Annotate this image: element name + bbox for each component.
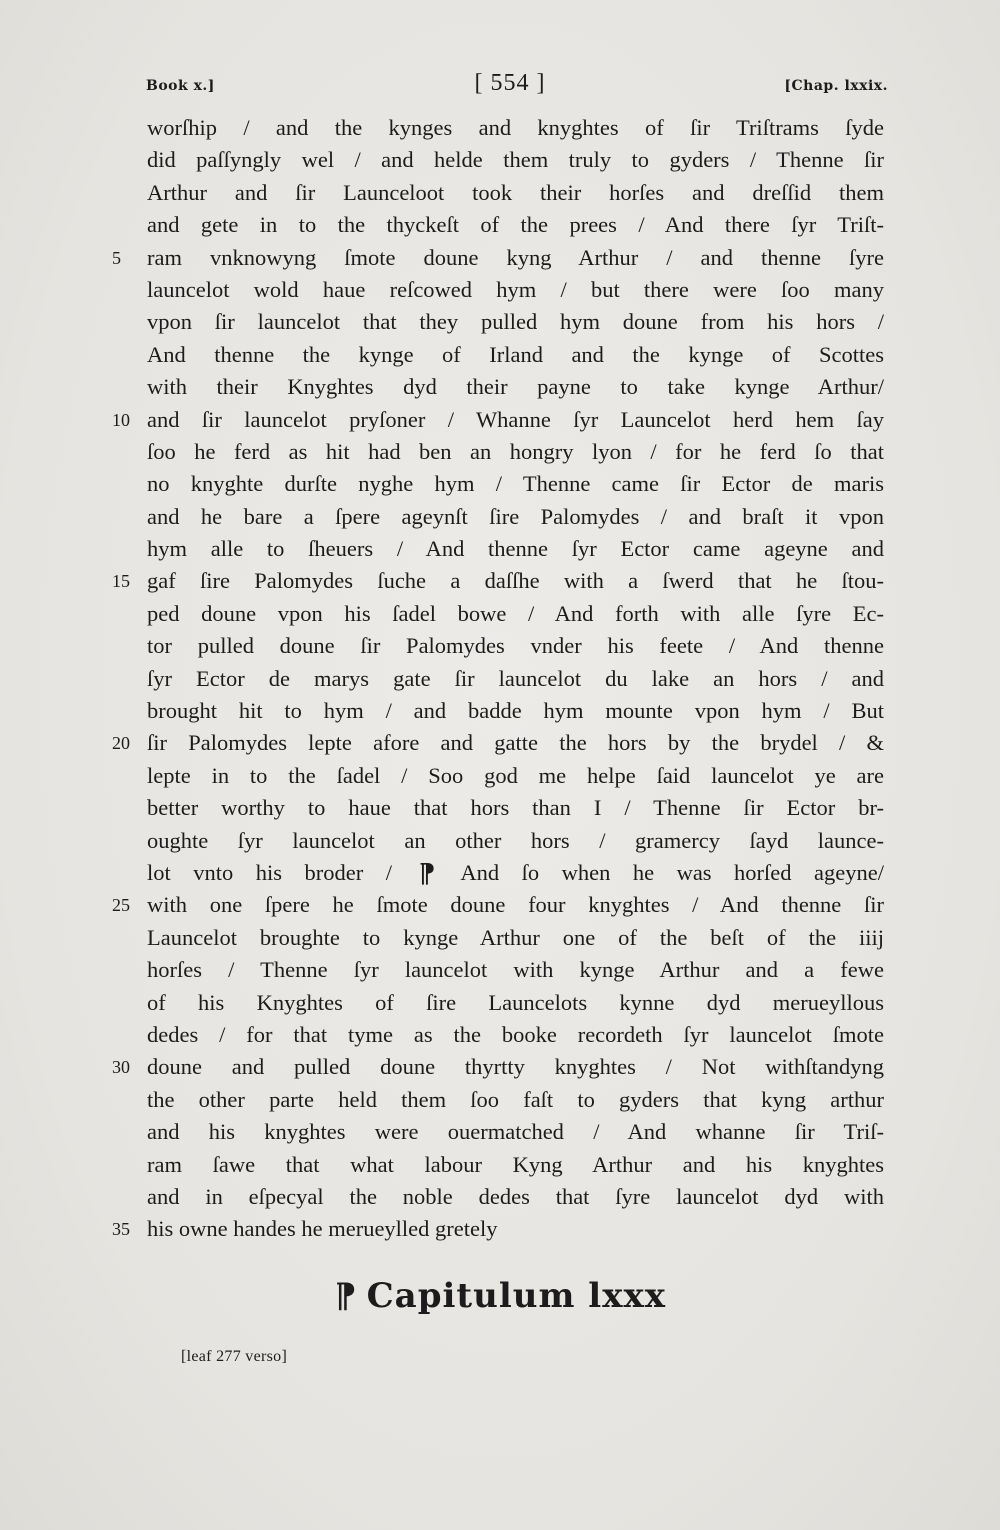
line-text: no knyghte durſte nyghe hym / Thenne came ſir Ector de maris xyxy=(147,471,884,497)
text-line xyxy=(147,663,884,695)
text-line xyxy=(112,1051,884,1083)
text-line xyxy=(112,889,884,921)
chapter-title: Capitulum lxxx xyxy=(366,1276,667,1316)
line-text: brought hit to hym / and badde hym mounte vpon hym / But xyxy=(147,698,884,724)
header-chapter-label: [Chap. lxxix. xyxy=(784,78,888,94)
text-line xyxy=(147,306,884,338)
line-text: did paſſyngly wel / and helde them truly to gyders / Thenne ſir xyxy=(147,147,884,173)
line-text: doune and pulled doune thyrtty knyghtes / Not withſtandyng xyxy=(147,1054,884,1080)
line-text: lot vnto his broder / xyxy=(147,859,392,885)
line-text: gaf ſire Palomydes ſuche a daſſhe with a ſwerd that he ſtou- xyxy=(147,568,884,594)
line-text: vpon ſir launcelot that they pulled hym doune from his hors / xyxy=(147,309,884,335)
text-line xyxy=(147,1084,884,1116)
text-line xyxy=(147,695,884,727)
text-line xyxy=(147,1181,884,1213)
text-line xyxy=(147,630,884,662)
line-text: ram vnknowyng ſmote doune kyng Arthur / and thenne ſyre xyxy=(147,244,884,270)
line-text: and he bare a ſpere ageynſt ſire Palomydes / and braſt it vpon xyxy=(147,503,884,529)
line-number: 35 xyxy=(112,1219,130,1240)
text-line xyxy=(147,339,884,371)
line-text: ſoo he ferd as hit had ben an hongry lyon / for he ferd ſo that xyxy=(147,438,884,464)
text-line xyxy=(147,209,884,241)
text-line xyxy=(147,792,884,824)
line-text: the other parte held them ſoo faſt to gyders that kyng arthur xyxy=(147,1086,884,1112)
line-text: And thenne the kynge of Irland and the kynge of Scottes xyxy=(147,341,884,367)
text-line xyxy=(147,922,884,954)
text-line xyxy=(147,533,884,565)
line-number: 10 xyxy=(112,409,130,430)
line-text: of his Knyghtes of ſire Launcelots kynne dyd merueyllous xyxy=(147,989,884,1015)
line-text: and in eſpecyal the noble dedes that ſyre launcelot dyd with xyxy=(147,1183,884,1209)
text-line xyxy=(147,1149,884,1181)
line-text: oughte ſyr launcelot an other hors / gramercy ſayd launce- xyxy=(147,827,884,853)
line-text: and gete in to the thyckeſt of the prees / And there ſyr Triſt- xyxy=(147,212,884,238)
line-number: 5 xyxy=(112,247,121,268)
line-text: with their Knyghtes dyd their payne to take kynge Arthur/ xyxy=(147,374,884,400)
leaf-note: [leaf 277 verso] xyxy=(181,1348,288,1365)
line-number: 25 xyxy=(112,895,130,916)
text-line xyxy=(147,1116,884,1148)
line-text: his owne handes he merueylled gretely xyxy=(147,1216,498,1242)
line-number: 20 xyxy=(112,733,130,754)
chapter-heading xyxy=(0,1276,1000,1316)
pilcrow-icon: ¶ xyxy=(333,1276,357,1316)
text-line xyxy=(112,565,884,597)
text-line xyxy=(112,727,884,759)
line-text: Arthur and ſir Launceloot took their horſes and dreſſid them xyxy=(147,179,884,205)
text-line xyxy=(112,404,884,436)
text-line xyxy=(112,1213,884,1245)
text-line xyxy=(147,177,884,209)
text-line xyxy=(147,1019,884,1051)
line-text: with one ſpere he ſmote doune four knyghtes / And thenne ſir xyxy=(147,892,884,918)
line-text: better worthy to haue that hors than I / Thenne ſir Ector br- xyxy=(147,795,884,821)
line-text: tor pulled doune ſir Palomydes vnder his feete / And thenne xyxy=(147,633,884,659)
line-text: ſyr Ector de marys gate ſir launcelot du lake an hors / and xyxy=(147,665,884,691)
text-line xyxy=(147,857,884,889)
line-text: worſhip / and the kynges and knyghtes of ſir Triſtrams ſyde xyxy=(147,115,884,140)
text-line xyxy=(112,242,884,274)
line-text: and his knyghtes were ouermatched / And whanne ſir Triſ- xyxy=(147,1119,884,1145)
pilcrow-icon: ¶ xyxy=(418,858,436,889)
line-text: lepte in to the ſadel / Soo god me helpe ſaid launcelot ye are xyxy=(147,762,884,788)
text-line xyxy=(147,274,884,306)
line-text: ped doune vpon his ſadel bowe / And forth with alle ſyre Ec- xyxy=(147,600,884,626)
line-text: ſir Palomydes lepte afore and gatte the hors by the brydel / & xyxy=(147,730,884,756)
line-number: 15 xyxy=(112,571,130,592)
text-line xyxy=(147,468,884,500)
page-number: [ 554 ] xyxy=(474,70,546,96)
line-text: horſes / Thenne ſyr launcelot with kynge Arthur and a fewe xyxy=(147,957,884,983)
text-line xyxy=(147,598,884,630)
text-line xyxy=(147,436,884,468)
header-book-label: Book x.] xyxy=(146,78,215,94)
text-line xyxy=(147,501,884,533)
text-line xyxy=(147,144,884,176)
line-text: hym alle to ſheuers / And thenne ſyr Ector came ageyne and xyxy=(147,536,884,562)
text-line xyxy=(147,987,884,1019)
text-line xyxy=(147,954,884,986)
line-text: dedes / for that tyme as the booke recordeth ſyr launcelot ſmote xyxy=(147,1021,884,1047)
line-number: 30 xyxy=(112,1057,130,1078)
text-line xyxy=(147,112,884,144)
text-line xyxy=(147,825,884,857)
line-text: and ſir launcelot pryſoner / Whanne ſyr Launcelot herd hem ſay xyxy=(147,406,884,432)
text-line xyxy=(147,760,884,792)
line-text: Launcelot broughte to kynge Arthur one of the beſt of the iiij xyxy=(147,924,884,950)
text-line xyxy=(147,371,884,403)
line-text: ram ſawe that what labour Kyng Arthur and his knyghtes xyxy=(147,1151,884,1177)
running-header xyxy=(0,70,1000,106)
line-text: And ſo when he was horſed ageyne/ xyxy=(460,859,885,885)
body-text xyxy=(112,112,885,1246)
line-text: launcelot wold haue reſcowed hym / but there were ſoo many xyxy=(147,276,884,302)
